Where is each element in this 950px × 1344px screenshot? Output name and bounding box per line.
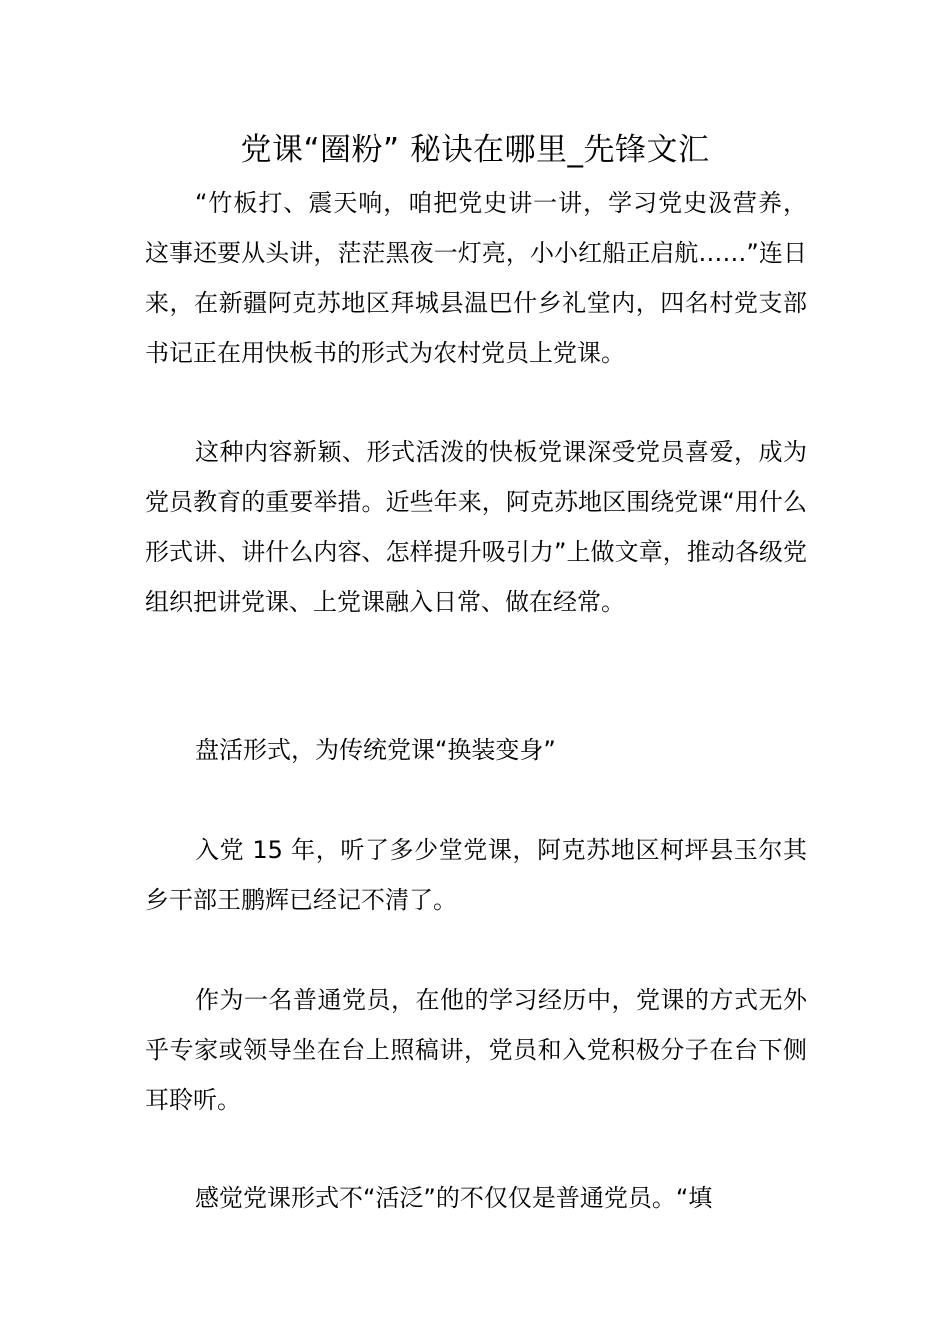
section-heading: 盘活形式，为传统党课“换装变身” <box>195 736 556 764</box>
paragraph-2: 这种内容新颖、形式活泼的快板党课深受党员喜爱，成为党员教育的重要举措。近些年来，阿克苏地区围绕党课“用什么形式讲、讲什么内容、怎样提升吸引力”上做文章，推动各级党组织把讲党课、上党课融入日常、做在经常。 <box>145 438 807 616</box>
paragraph-1: “竹板打、震天响，咱把党史讲一讲，学习党史汲营养，这事还要从头讲，茫茫黑夜一灯亮，小小红船正启航……”连日来，在新疆阿克苏地区拜城县温巴什乡礼堂内，四名村党支部书记正在用快板书的形式为农村党员上党课。 <box>145 189 807 367</box>
document-title: 党课“圈粉” 秘诀在哪里_先锋文汇 <box>240 132 710 168</box>
paragraph-4: 作为一名普通党员，在他的学习经历中，党课的方式无外乎专家或领导坐在台上照稿讲，党员和入党积极分子在台下侧耳聆听。 <box>145 986 807 1114</box>
paragraph-3: 入党 15 年，听了多少堂党课，阿克苏地区柯坪县玉尔其乡干部王鹏辉已经记不清了。 <box>145 836 807 914</box>
paragraph-5: 感觉党课形式不“活泛”的不仅仅是普通党员。“填 <box>195 1184 713 1212</box>
